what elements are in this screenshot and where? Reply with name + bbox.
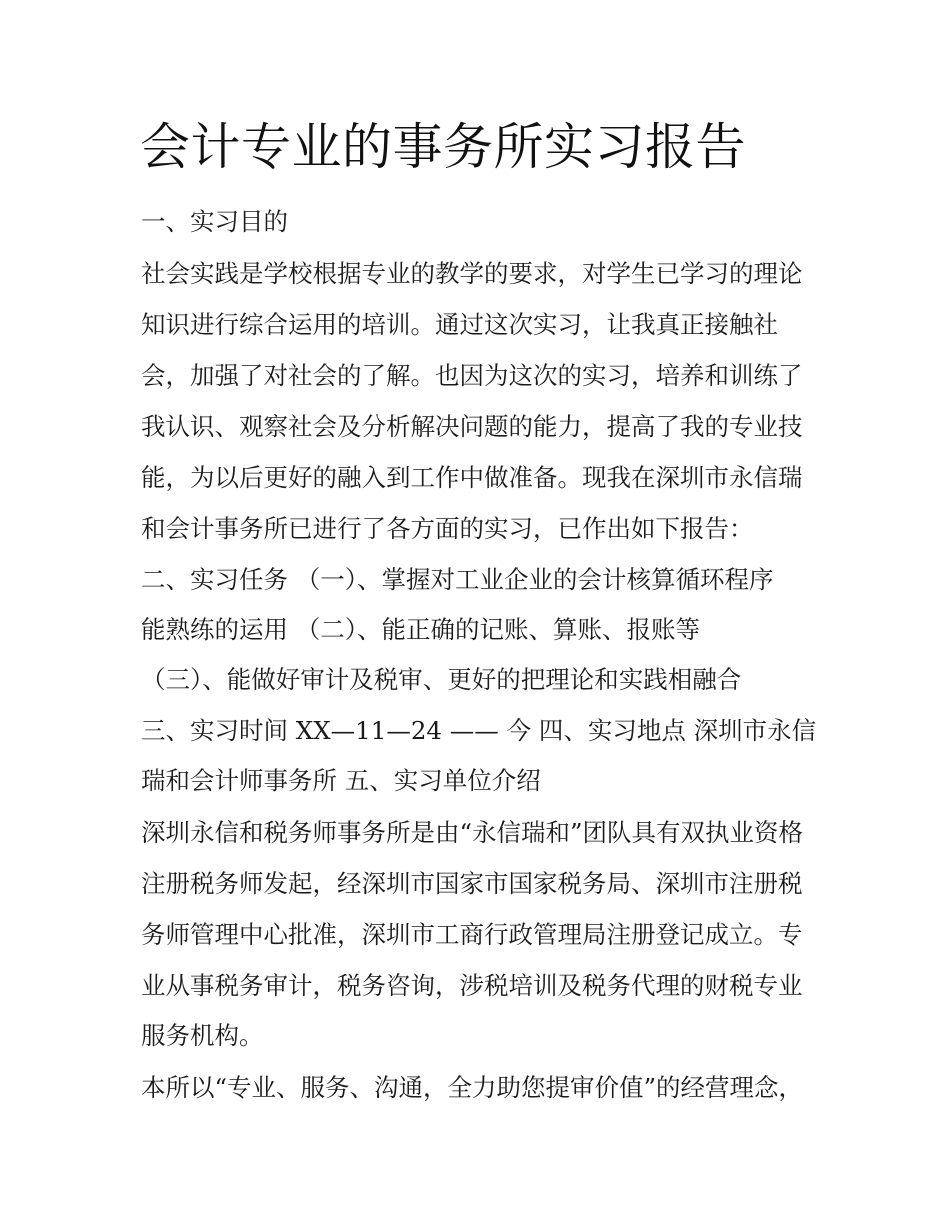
section-heading-purpose: 一、实习目的 — [141, 207, 288, 236]
text-line: 社会实践是学校根据专业的教学的要求，对学生已学习的理论 — [141, 259, 803, 288]
text-line: 业从事税务审计，税务咨询，涉税培训及税务代理的财税专业 — [141, 971, 803, 1000]
text-line: 会，加强了对社会的了解。也因为这次的实习，培养和训练了 — [141, 361, 803, 390]
text-line: （三）、能做好审计及税审、更好的把理论和实践相融合 — [141, 665, 742, 694]
text-line: 能熟练的运用 （二）、能正确的记账、算账、报账等 — [141, 615, 701, 644]
text-line: 务师管理中心批准，深圳市工商行政管理局注册登记成立。专 — [141, 920, 803, 949]
text-line: 服务机构。 — [141, 1021, 264, 1050]
text-line: 瑞和会计师事务所 五、实习单位介绍 — [141, 766, 541, 795]
text-line: 和会计事务所已进行了各方面的实习，已作出如下报告： — [141, 514, 754, 543]
text-line: 知识进行综合运用的培训。通过这次实习，让我真正接触社 — [141, 310, 778, 339]
document-title: 会计专业的事务所实习报告 — [140, 118, 746, 176]
text-line: 注册税务师发起，经深圳市国家市国家税务局、深圳市注册税 — [141, 869, 803, 898]
text-line: 本所以“专业、服务、沟通，全力助您提审价值”的经营理念， — [141, 1073, 804, 1102]
section-heading-time-location: 三、实习时间 XX—11—24 —— 今 四、实习地点 深圳市永信 — [141, 716, 817, 745]
text-line: 深圳永信和税务师事务所是由“永信瑞和”团队具有双执业资格 — [141, 818, 804, 847]
section-heading-tasks: 二、实习任务 （一）、掌握对工业企业的会计核算循环程序 — [141, 565, 774, 594]
text-line: 能，为以后更好的融入到工作中做准备。现我在深圳市永信瑞 — [141, 463, 803, 492]
text-line: 我认识、观察社会及分析解决问题的能力，提高了我的专业技 — [141, 412, 803, 441]
